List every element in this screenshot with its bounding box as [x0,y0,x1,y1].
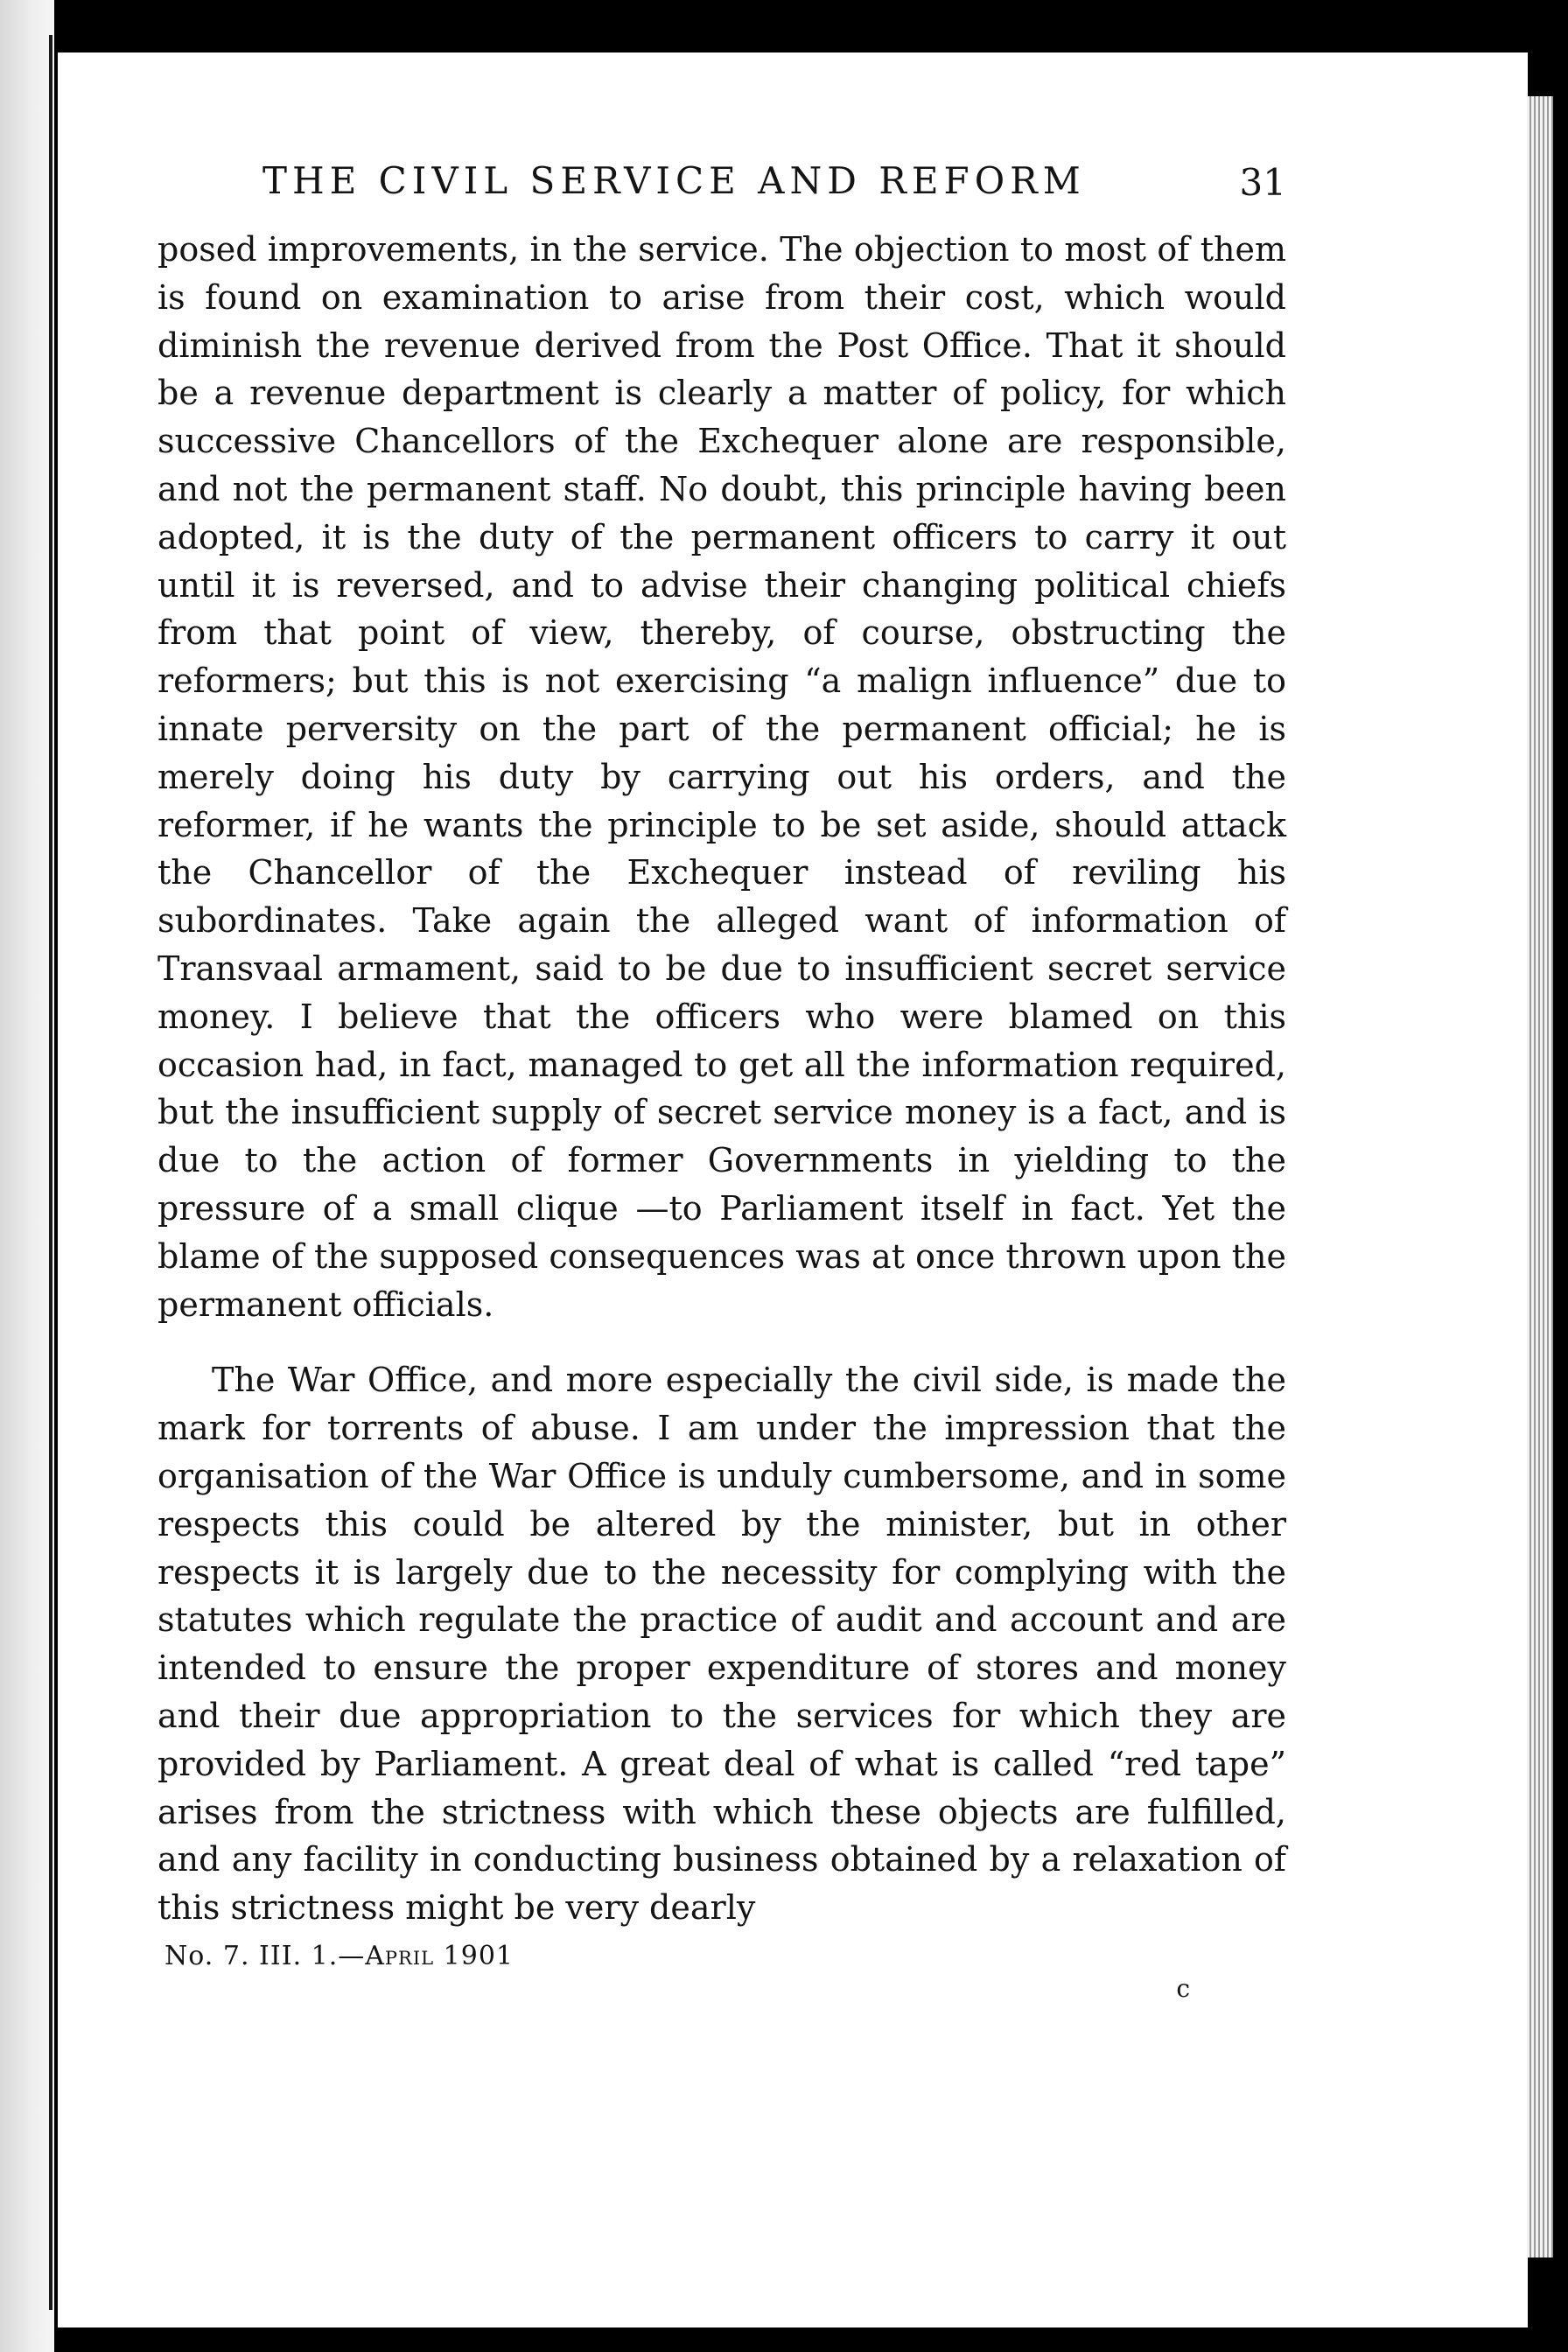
running-title: THE CIVIL SERVICE AND REFORM [262,159,1086,202]
left-page-edge [0,0,54,2352]
gutter-line [49,35,52,2310]
paragraph-1: posed improvements, in the service. The objection to most of them is found on examination to arise from their cost, which would diminish the revenue derived from the Post Office. That it should be a revenue department is clearly a matter of policy, for which successive Chancellors of the Exchequer alone are responsible, and not the permanent staff. No doubt, this principle having been adopted, it is the duty of the permanent officers to carry it out until it is reversed, and to advise their changing political chiefs from that point of view, thereby, of course, obstructing the reformers; but this is not exercising “a malign influence” due to innate perversity on the part of the permanent official; he is merely doing his duty by carrying out his orders, and the reformer, if he wants the principle to be set aside, should attack the Chancellor of the Exchequer instead of reviling his subordinates. Take again the alleged want of information of Transvaal armament, said to be due to insufficient secret service money. I believe that the officers who were blamed on this occasion had, in fact, managed to get all the information required, but the insufficient supply of secret service money is a fact, and is due to the action of former Governments in yielding to the pressure of a small clique —to Parliament itself in fact. Yet the blame of the supposed consequences was at once thrown upon the permanent officials. [158,230,1286,1324]
page-edges [1527,96,1553,2258]
page-text-block [158,149,1286,2009]
signature-mark: c [1176,1973,1190,2003]
page-footer [158,1939,1286,2009]
running-head [158,149,1286,219]
issue-date: April 1901 [365,1940,514,1971]
issue-number: No. 7. III. 1.— [164,1940,366,1971]
paragraph-2: The War Office, and more especially the civil side, is made the mark for torrents of abuse. I am under the impression that the organisation of the War Office is unduly cumbersome, and in some respects this could be altered by the minister, but in other respects it is largely due to the necessity for complying with the statutes which regulate the practice of audit and account and are intended to ensure the proper expenditure of stores and money and their due appropriation to the services for which they are provided by Parliament. A great deal of what is called “red tape” arises from the strictness with which these objects are fulfilled, and any facility in conducting business obtained by a relaxation of this strictness might be very dearly [158,1361,1286,1928]
issue-reference [164,1941,514,1971]
page-number: 31 [1239,161,1286,204]
